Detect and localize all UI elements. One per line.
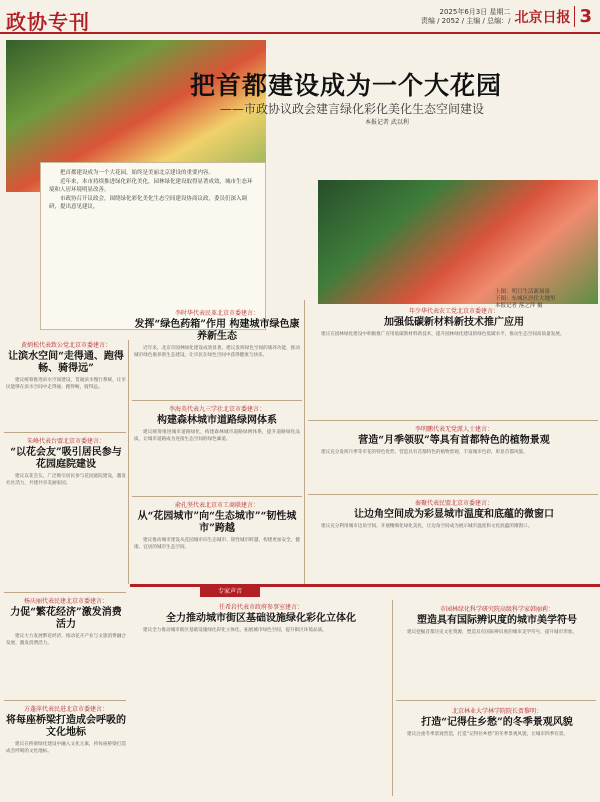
- article-author: 北京林业大学林学院院长贾黎明：: [451, 708, 542, 715]
- article: [312, 498, 596, 531]
- article-title: 打造“记得住乡愁”的冬季景观风貌: [421, 717, 573, 728]
- article-title: 加强低碳新材料新技术推广应用: [384, 317, 524, 328]
- masthead: [421, 6, 592, 27]
- row-divider: [308, 494, 598, 495]
- article-title: 让滨水空间“走得通、跑得畅、骑得远”: [8, 351, 124, 374]
- article: [398, 604, 596, 637]
- article-title: 力促“繁花经济”激发消费活力: [10, 607, 122, 630]
- column-divider: [304, 300, 305, 584]
- row-divider: [4, 592, 126, 593]
- article: [312, 306, 596, 339]
- article: [134, 602, 388, 635]
- intro-box: [40, 162, 266, 330]
- article: [6, 436, 126, 488]
- article: [6, 596, 126, 648]
- section-title: 政协专刊: [6, 10, 90, 34]
- article-body: 建议充分利用城市边角空间，开展精细化绿化美化，让边角空间成为展示城市温度和文化底蕴的微窗口。: [321, 524, 533, 529]
- article-author: 年少华代表农工党北京市委建言：: [408, 308, 499, 315]
- intro-paragraph: 近年来，本市持续推进绿化彩化美化，园林绿化建设取得显著成效，城市生态环境和人居环境明显改善。: [49, 178, 253, 194]
- article-body: 建议全力推动城市街区基础设施绿化彩化立体化，拓展城市绿色空间，提升街区环境品质。: [143, 628, 327, 633]
- article-title: 将每座桥梁打造成会呼吸的文化地标: [6, 715, 126, 738]
- row-divider: [396, 700, 596, 701]
- article-title: 发挥“绿色药箱”作用 构建城市绿色康养新生态: [134, 319, 300, 342]
- intro-paragraph: 市政协召开议政会，围绕绿化彩化美化生态空间建设协商议政，委员们深入调研，提出意见建议。: [49, 195, 248, 211]
- article-author: 俞孔坚代表北京市工商联建言：: [174, 502, 259, 509]
- article-body: 建议大力发展繁花经济，推动花卉产业与文旅消费融合发展，激发消费活力。: [6, 634, 126, 646]
- article-author: 市园林绿化科学研究院高级科学家韩丽莉：: [439, 606, 554, 613]
- article-title: 让边角空间成为彩显城市温度和底蕴的微窗口: [354, 509, 554, 520]
- article: [134, 308, 300, 360]
- article-title: 全力推动城市街区基础设施绿化彩化立体化: [166, 613, 356, 624]
- photo-caption: 上图：明日生活新场景 下图：东城区居住大地里 本报记者 落之萍 摄: [495, 289, 556, 309]
- page-number: 3: [574, 6, 592, 27]
- article: [6, 704, 126, 756]
- row-divider: [132, 496, 302, 497]
- article-body: 建议挖掘首都历史文化资源，塑造具有国际辨识度的城市美学符号，提升城市形象。: [407, 630, 577, 635]
- column-divider: [392, 600, 393, 796]
- section-tag: 专家声音: [200, 586, 260, 597]
- column-divider: [128, 340, 129, 584]
- article-title: 塑造具有国际辨识度的城市美学符号: [417, 615, 577, 626]
- article-author: 李时华代表民革北京市委建言：: [174, 310, 259, 317]
- article: [134, 404, 300, 444]
- article-body: 近年来，北京市园林绿化建设成效显著。建议发挥绿色空间的康养功能，推动城市绿色康养新生态建设，让市民在绿色空间中获得健康与快乐。: [134, 346, 300, 358]
- paper-name: 北京日报: [514, 9, 571, 26]
- intro-paragraph: 把首都建设成为一个大花园，始终是美丽北京建设的重要内容。: [60, 170, 215, 176]
- article-author: 杨庆丽代表民建北京市委建言：: [23, 598, 108, 605]
- row-divider: [4, 432, 126, 433]
- article-body: 建议推动城市建设从花园城市向生态城市、韧性城市跨越，构建更加安全、健康、宜居的城市生态空间。: [134, 538, 300, 550]
- article-author: 李海英代表九三学社北京市委建言：: [168, 406, 265, 413]
- headline: 把首都建设成为一个大花园: [190, 71, 503, 100]
- byline: 本报记者 武以利: [365, 119, 409, 126]
- article-body: 建议统筹推进滨水空间建设，贯通滨水慢行系统，让市民能够在滨水空间中走得通、跑得畅、骑得远。: [6, 378, 126, 390]
- date-info: [421, 8, 511, 26]
- article-body: 建议在园林绿化建设中积极推广应用低碳新材料新技术，提升园林绿化建设的绿色低碳水平，推动生态空间高质量发展。: [321, 332, 565, 337]
- article-author: 方蓬萍代表民进北京市委建言：: [23, 706, 108, 713]
- page-header: [0, 0, 600, 34]
- article-author: 黄炳松代表致公党北京市委建言：: [20, 342, 111, 349]
- article-body: 建议注重冬季景观营造，打造“记得住乡愁”的冬季景观风貌，让城市四季有景。: [407, 732, 568, 737]
- article-author: 秦聚代表民盟北京市委建言：: [414, 500, 493, 507]
- article-title: “以花会友”吸引居民参与花园庭院建设: [10, 447, 122, 470]
- row-divider: [132, 400, 302, 401]
- article-author: 李明鹏代表无党派人士建言：: [414, 426, 493, 433]
- article: [134, 500, 300, 552]
- editor-line: 责编 / 2052 / 主编 / 总编：/: [420, 16, 511, 25]
- article-author: 任希岩代表市政府参事室建言：: [218, 604, 303, 611]
- row-divider: [308, 420, 598, 421]
- row-divider: [4, 700, 126, 701]
- article-body: 建议充分发挥月季等市花的特色优势，营造具有首都特色的植物景观，丰富城市色彩，彰显首都风貌。: [321, 450, 528, 455]
- article-title: 从“花园城市”向“生态城市”“韧性城市”跨越: [137, 511, 297, 534]
- article-body: 建议以花会友，广泛吸引居民参与花园庭院建设，激发社区活力，共建共享美丽家园。: [6, 474, 126, 486]
- flower-photo: [318, 180, 598, 304]
- article: [398, 706, 596, 739]
- article: [312, 424, 596, 457]
- article-body: 建议在桥梁绿化建设中融入文化元素，将每座桥梁打造成会呼吸的文化地标。: [6, 742, 126, 754]
- date-line: 2025年6月3日 星期二: [439, 7, 511, 16]
- subhead: ——市政协议政会建言绿化彩化美化生态空间建设: [220, 102, 485, 116]
- article-body: 建议统筹推进城市道路绿化，构建森林城市道路绿网体系，提升道路绿化品质，让城市道路成为连接生态空间的绿色廊道。: [134, 430, 300, 442]
- article-author: 朱峰代表台盟北京市委建言：: [26, 438, 105, 445]
- article-title: 构建森林城市道路绿网体系: [157, 415, 277, 426]
- article-title: 营造“月季领驭”等具有首都特色的植物景观: [358, 435, 550, 446]
- article: [6, 340, 126, 392]
